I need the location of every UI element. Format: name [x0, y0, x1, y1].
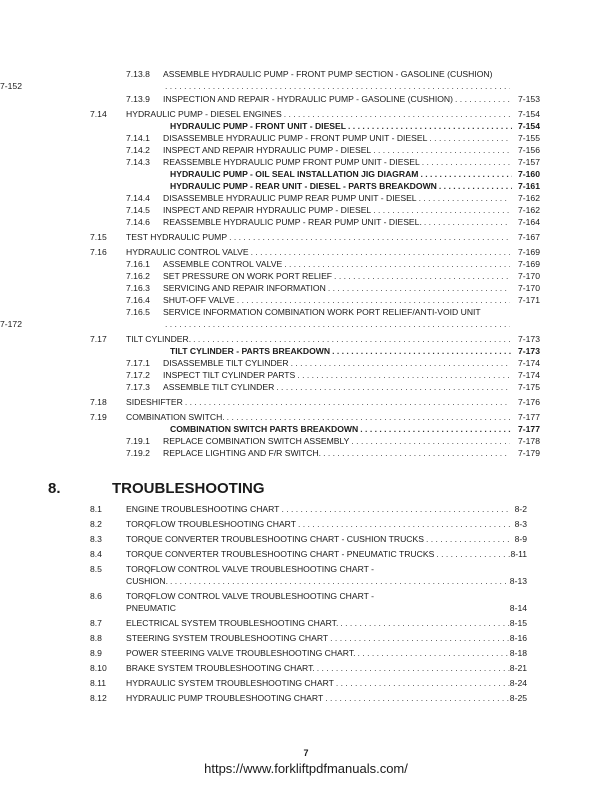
toc-entry[interactable]: [0, 369, 612, 381]
dot-leader: [358, 423, 512, 435]
toc-entry[interactable]: [0, 108, 612, 120]
toc-entry-title: REPLACE COMBINATION SWITCH ASSEMBLY: [163, 436, 350, 446]
toc-entry-title-wrap: [170, 423, 512, 435]
toc-entry[interactable]: [0, 246, 612, 258]
toc-entry-number: 7.14.4: [126, 193, 150, 203]
toc-entry-page: 8-16: [509, 633, 527, 643]
toc-entry-page: 7-155: [518, 133, 540, 143]
toc-troubleshooting-entry[interactable]: [0, 590, 612, 602]
dot-leader: [356, 647, 510, 659]
toc-entry-number: 7.14.3: [126, 157, 150, 167]
toc-entry-page: 7-174: [518, 358, 540, 368]
toc-entry[interactable]: [0, 192, 612, 204]
toc-entry[interactable]: [0, 306, 612, 318]
toc-entry-title: TORQFLOW TROUBLESHOOTING CHART: [126, 519, 296, 529]
toc-entry-page: 7-173: [518, 334, 540, 344]
dot-leader: [296, 518, 510, 530]
toc-entry-number: 7.16.1: [126, 259, 150, 269]
toc-entry[interactable]: [0, 93, 612, 105]
toc-entry-number: 8.8: [90, 633, 102, 643]
toc-entry-number: 7.16.4: [126, 295, 150, 305]
toc-entry-title: ASSEMBLE HYDRAULIC PUMP - FRONT PUMP SECTION - GASOLINE (CUSHION): [163, 69, 493, 79]
toc-entry-title: PNEUMATIC: [126, 603, 176, 613]
toc-entry-page: 7-169: [518, 247, 540, 257]
toc-entry-page: 8-13: [509, 576, 527, 586]
toc-entry-title-wrap: [170, 180, 512, 192]
toc-entry-title: HYDRAULIC PUMP - FRONT UNIT - DIESEL: [170, 121, 347, 131]
toc-entry-title: TILT CYLINDER.: [126, 334, 192, 344]
toc-entry-title: HYDRAULIC PUMP - OIL SEAL INSTALLATION JIG DIAGRAM: [170, 169, 419, 179]
toc-entry-title-wrap: [126, 662, 510, 674]
toc-troubleshooting-entry[interactable]: [0, 575, 612, 587]
toc-entry-title-wrap: [126, 108, 510, 120]
toc-entry-page: 7-156: [518, 145, 540, 155]
toc-entry-page: 7-174: [518, 370, 540, 380]
toc-entry-number: 8.9: [90, 648, 102, 658]
toc-entry-number: 8.2: [90, 519, 102, 529]
toc-troubleshooting-entry[interactable]: [0, 503, 612, 515]
toc-entry-title: HYDRAULIC PUMP TROUBLESHOOTING CHART: [126, 693, 324, 703]
dot-leader: [332, 270, 510, 282]
toc-entry-page: 7-178: [518, 436, 540, 446]
dot-leader: [418, 168, 512, 180]
toc-entry-number: 7.14.1: [126, 133, 150, 143]
toc-troubleshooting-entry[interactable]: [0, 632, 612, 644]
toc-entry-page: 8-11: [510, 549, 527, 559]
toc-entry[interactable]: [0, 381, 612, 393]
toc-entry-title-wrap: [163, 68, 510, 80]
dot-leader: [420, 156, 510, 168]
toc-entry-title: ASSEMBLE TILT CYLINDER: [163, 382, 275, 392]
toc-entry-title: SERVICE INFORMATION COMBINATION WORK PORT RELIEF/ANTI-VOID UNIT: [163, 307, 481, 317]
toc-entry-title-wrap: [126, 333, 510, 345]
toc-entry-title: INSPECTION AND REPAIR - HYDRAULIC PUMP - GASOLINE (CUSHION): [163, 94, 454, 104]
dot-leader: [163, 318, 510, 330]
toc-entry-title: ASSEMBLE CONTROL VALVE: [163, 259, 283, 269]
toc-entry[interactable]: [0, 132, 612, 144]
toc-entry-title: HYDRAULIC PUMP - REAR UNIT - DIESEL - PARTS BREAKDOWN: [170, 181, 437, 191]
toc-entry-page: 7-172: [0, 319, 22, 329]
toc-entry-title: SIDESHIFTER: [126, 397, 183, 407]
dot-leader: [434, 548, 510, 560]
toc-entry[interactable]: [0, 270, 612, 282]
toc-entry-title-wrap: [126, 602, 510, 614]
toc-entry-title: TORQFLOW CONTROL VALVE TROUBLESHOOTING CHART -: [126, 591, 374, 601]
toc-entry-page: 8-18: [509, 648, 527, 658]
dot-leader: [163, 80, 510, 92]
toc-entry-title-wrap: [126, 548, 510, 560]
toc-entry-title: ELECTRICAL SYSTEM TROUBLESHOOTING CHART.: [126, 618, 339, 628]
dot-leader: [326, 282, 510, 294]
toc-entry-number: 7.14.6: [126, 217, 150, 227]
dot-leader: [289, 357, 510, 369]
toc-entry-page: 7-162: [518, 205, 540, 215]
toc-entry-title-wrap: [163, 132, 510, 144]
toc-entry-page: 7-176: [518, 397, 540, 407]
toc-entry-title: SET PRESSURE ON WORK PORT RELIEF: [163, 271, 333, 281]
toc-entry[interactable]: [0, 333, 612, 345]
dot-leader: [321, 447, 510, 459]
toc-entry-title: HYDRAULIC CONTROL VALVE: [126, 247, 249, 257]
toc-entry-number: 7.17: [90, 334, 107, 344]
toc-entry-number: 7.16.3: [126, 283, 150, 293]
dot-leader: [371, 144, 510, 156]
toc-entry-number: 8.7: [90, 618, 102, 628]
toc-entry-title: COMBINATION SWITCH PARTS BREAKDOWN: [170, 424, 359, 434]
toc-entry-title-wrap: [170, 168, 512, 180]
dot-leader: [168, 575, 510, 587]
toc-troubleshooting-entry[interactable]: [0, 563, 612, 575]
toc-entry-page: 7-153: [518, 94, 540, 104]
toc-entry-number: 8.3: [90, 534, 102, 544]
toc-entry[interactable]: [0, 357, 612, 369]
toc-entry-title: INSPECT AND REPAIR HYDRAULIC PUMP - DIESEL: [163, 145, 372, 155]
dot-leader: [349, 435, 510, 447]
toc-entry-number: 8.4: [90, 549, 102, 559]
toc-entry-number: 7.17.3: [126, 382, 150, 392]
dot-leader: [338, 617, 510, 629]
toc-entry-page: 7-169: [518, 259, 540, 269]
toc-entry-title-wrap: [163, 80, 510, 92]
toc-entry-title-wrap: [126, 533, 510, 545]
toc-entry-title-wrap: [163, 258, 510, 270]
toc-entry-number: 7.19.2: [126, 448, 150, 458]
toc-entry-title-wrap: [163, 270, 510, 282]
toc-entry-number: 8.6: [90, 591, 102, 601]
toc-entry-number: 8.11: [90, 678, 107, 688]
page-number: 7: [303, 748, 309, 758]
toc-entry-title-wrap: [170, 345, 512, 357]
dot-leader: [437, 180, 512, 192]
toc-entry-title-wrap: [163, 93, 510, 105]
toc-entry-title: REASSEMBLE HYDRAULIC PUMP FRONT PUMP UNIT - DIESEL: [163, 157, 420, 167]
toc-entry-page: 7-167: [518, 232, 540, 242]
toc-entry-page: 7-154: [518, 121, 540, 131]
toc-entry-page: 7-162: [518, 193, 540, 203]
toc-entry-title: HYDRAULIC SYSTEM TROUBLESHOOTING CHART: [126, 678, 334, 688]
toc-entry-title-wrap: [126, 677, 510, 689]
toc-entry-title-wrap: [163, 306, 510, 318]
toc-entry-title: BRAKE SYSTEM TROUBLESHOOTING CHART.: [126, 663, 315, 673]
toc-entry-title-wrap: [163, 192, 510, 204]
toc-breakdown-entry[interactable]: [0, 180, 612, 192]
dot-leader: [417, 192, 510, 204]
toc-entry-page: 7-164: [518, 217, 540, 227]
toc-entry-page: 8-9: [514, 534, 527, 544]
toc-entry-title-wrap: [163, 156, 510, 168]
toc-breakdown-entry[interactable]: [0, 423, 612, 435]
toc-entry-page: 8-2: [514, 504, 527, 514]
toc-entry[interactable]: [0, 282, 612, 294]
toc-entry[interactable]: [0, 231, 612, 243]
toc-entry-number: 7.14.5: [126, 205, 150, 215]
toc-entry-page: 8-14: [509, 603, 527, 613]
toc-entry-page: 8-15: [509, 618, 527, 628]
toc-entry-number: 7.14: [90, 109, 107, 119]
toc-entry-title: TORQUE CONVERTER TROUBLESHOOTING CHART - PNEUMATIC TRUCKS: [126, 549, 435, 559]
toc-entry-title-wrap: [126, 563, 510, 575]
toc-entry-number: 8.10: [90, 663, 107, 673]
toc-troubleshooting-entry[interactable]: [0, 602, 612, 614]
dot-leader: [282, 258, 510, 270]
toc-entry-title: HYDRAULIC PUMP - DIESEL ENGINES: [126, 109, 282, 119]
dot-leader: [427, 132, 510, 144]
dot-leader: [323, 692, 510, 704]
toc-entry[interactable]: [0, 318, 612, 330]
dot-leader: [422, 216, 510, 228]
toc-entry-title: TILT CYLINDER - PARTS BREAKDOWN: [170, 346, 331, 356]
toc-entry-number: 7.15: [90, 232, 107, 242]
toc-entry-title: DISASSEMBLE TILT CYLINDER: [163, 358, 289, 368]
dot-leader: [453, 93, 510, 105]
toc-entry-page: 7-177: [518, 424, 540, 434]
toc-entry[interactable]: [0, 144, 612, 156]
dot-leader: [330, 345, 512, 357]
dot-leader: [279, 503, 510, 515]
toc-entry-title-wrap: [126, 647, 510, 659]
toc-entry-title: CUSHION.: [126, 576, 169, 586]
toc-entry-number: 7.17.2: [126, 370, 150, 380]
toc-entry-title-wrap: [126, 503, 510, 515]
toc-entry-title: COMBINATION SWITCH.: [126, 412, 225, 422]
toc-entry-page: 7-173: [518, 346, 540, 356]
toc-troubleshooting-entry[interactable]: [0, 677, 612, 689]
toc-entry-number: 7.17.1: [126, 358, 150, 368]
toc-entry-title-wrap: [126, 632, 510, 644]
toc-entry[interactable]: [0, 396, 612, 408]
dot-leader: [346, 120, 512, 132]
toc-entry-page: 7-161: [518, 181, 540, 191]
toc-entry-title-wrap: [126, 396, 510, 408]
toc-troubleshooting-entry[interactable]: [0, 647, 612, 659]
toc-entry[interactable]: [0, 294, 612, 306]
toc-troubleshooting-entry[interactable]: [0, 617, 612, 629]
toc-entry-page: 7-170: [518, 283, 540, 293]
toc-entry-title-wrap: [126, 575, 510, 587]
toc-entry-page: 8-21: [509, 663, 527, 673]
toc-entry[interactable]: [0, 216, 612, 228]
toc-entry-page: 7-171: [518, 295, 540, 305]
toc-entry-page: 7-177: [518, 412, 540, 422]
toc-entry-number: 7.16: [90, 247, 107, 257]
toc-entry-number: 7.18: [90, 397, 107, 407]
toc-entry-title-wrap: [163, 144, 510, 156]
toc-entry[interactable]: [0, 80, 612, 92]
toc-troubleshooting-entry[interactable]: [0, 533, 612, 545]
dot-leader: [424, 533, 510, 545]
toc-entry-page: 8-25: [509, 693, 527, 703]
toc-entry-title-wrap: [126, 411, 510, 423]
toc-entry[interactable]: [0, 435, 612, 447]
toc-entry-number: 7.19: [90, 412, 107, 422]
toc-entry-title-wrap: [126, 246, 510, 258]
toc-entry-page: 7-152: [0, 81, 22, 91]
toc-entry-number: 7.16.5: [126, 307, 150, 317]
dot-leader: [191, 333, 510, 345]
toc-entry-title: INSPECT AND REPAIR HYDRAULIC PUMP - DIESEL: [163, 205, 372, 215]
toc-entry-title: TEST HYDRAULIC PUMP: [126, 232, 228, 242]
toc-breakdown-entry[interactable]: [0, 345, 612, 357]
toc-entry-number: 8.5: [90, 564, 102, 574]
dot-leader: [282, 108, 510, 120]
toc-entry-number: 7.13.9: [126, 94, 150, 104]
toc-entry-title-wrap: [163, 381, 510, 393]
toc-entry[interactable]: [0, 68, 612, 80]
toc-entry-title: POWER STEERING VALVE TROUBLESHOOTING CHART.: [126, 648, 356, 658]
toc-troubleshooting-entry[interactable]: [0, 548, 612, 560]
dot-leader: [183, 396, 510, 408]
toc-troubleshooting-entry[interactable]: [0, 692, 612, 704]
toc-entry-title-wrap: [126, 518, 510, 530]
toc-entry-page: 7-154: [518, 109, 540, 119]
toc-entry-title: TORQUE CONVERTER TROUBLESHOOTING CHART - CUSHION TRUCKS: [126, 534, 424, 544]
toc-entry-title-wrap: [163, 435, 510, 447]
toc-entry[interactable]: [0, 204, 612, 216]
toc-entry-title: ENGINE TROUBLESHOOTING CHART: [126, 504, 280, 514]
dot-leader: [315, 662, 510, 674]
dot-leader: [274, 381, 510, 393]
toc-entry-page: 8-24: [509, 678, 527, 688]
toc-entry-page: 7-157: [518, 157, 540, 167]
toc-entry-title-wrap: [163, 294, 510, 306]
toc-entry[interactable]: [0, 447, 612, 459]
toc-entry-number: 7.16.2: [126, 271, 150, 281]
toc-entry-title-wrap: [126, 590, 510, 602]
dot-leader: [249, 246, 510, 258]
toc-troubleshooting-entry[interactable]: [0, 662, 612, 674]
toc-entry-number: 7.14.2: [126, 145, 150, 155]
toc-entry[interactable]: [0, 258, 612, 270]
toc-entry-title-wrap: [163, 357, 510, 369]
toc-entry-number: 7.19.1: [126, 436, 150, 446]
toc-troubleshooting-entry[interactable]: [0, 518, 612, 530]
toc-entry-number: 8.12: [90, 693, 107, 703]
toc-entry-title: DISASSEMBLE HYDRAULIC PUMP - FRONT PUMP UNIT - DIESEL: [163, 133, 428, 143]
dot-leader: [334, 677, 510, 689]
toc-entry-page: 7-160: [518, 169, 540, 179]
dot-leader: [227, 231, 510, 243]
toc-entry[interactable]: [0, 411, 612, 423]
dot-leader: [295, 369, 510, 381]
toc-entry-title: SHUT-OFF VALVE: [163, 295, 235, 305]
toc-entry-page: 7-179: [518, 448, 540, 458]
toc-entry-title-wrap: [163, 204, 510, 216]
toc-entry-title-wrap: [170, 120, 512, 132]
toc-entry-title: REPLACE LIGHTING AND F/R SWITCH.: [163, 448, 322, 458]
toc-entry-title: REASSEMBLE HYDRAULIC PUMP - REAR PUMP UNIT - DIESEL.: [163, 217, 422, 227]
toc-entry-number: 8.1: [90, 504, 102, 514]
toc-entry-page: 8-3: [514, 519, 527, 529]
toc-entry-title-wrap: [163, 216, 510, 228]
toc-breakdown-entry[interactable]: [0, 168, 612, 180]
toc-entry-number: 7.13.8: [126, 69, 150, 79]
toc-entry-title: INSPECT TILT CYLINDER PARTS: [163, 370, 296, 380]
toc-entry-title-wrap: [126, 692, 510, 704]
toc-entry-title-wrap: [126, 231, 510, 243]
toc-entry-title: SERVICING AND REPAIR INFORMATION: [163, 283, 326, 293]
chapter-title: TROUBLESHOOTING: [112, 480, 265, 497]
footer-url-link[interactable]: https://www.forkliftpdfmanuals.com/: [204, 761, 408, 776]
toc-entry-title-wrap: [163, 369, 510, 381]
chapter-number: 8.: [48, 480, 61, 497]
toc-entry-title: STEERING SYSTEM TROUBLESHOOTING CHART: [126, 633, 329, 643]
toc-entry-title: TORQFLOW CONTROL VALVE TROUBLESHOOTING CHART -: [126, 564, 374, 574]
toc-entry-title-wrap: [163, 282, 510, 294]
dot-leader: [371, 204, 510, 216]
toc-entry-title-wrap: [163, 318, 510, 330]
toc-entry-title: DISASSEMBLE HYDRAULIC PUMP REAR PUMP UNIT - DIESEL: [163, 193, 417, 203]
toc-entry-page: 7-175: [518, 382, 540, 392]
toc-entry-page: 7-170: [518, 271, 540, 281]
dot-leader: [225, 411, 510, 423]
dot-leader: [235, 294, 510, 306]
dot-leader: [328, 632, 510, 644]
toc-entry-title-wrap: [126, 617, 510, 629]
toc-entry[interactable]: [0, 156, 612, 168]
toc-breakdown-entry[interactable]: [0, 120, 612, 132]
toc-entry-title-wrap: [163, 447, 510, 459]
